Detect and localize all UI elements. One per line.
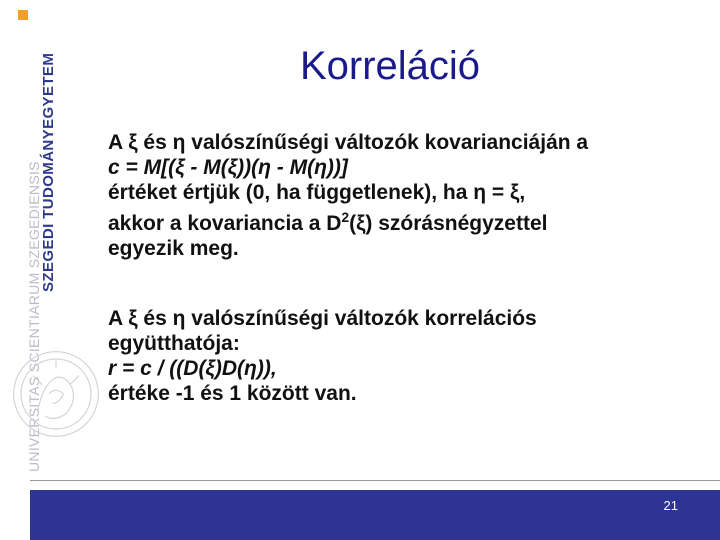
page-number: 21 <box>663 498 678 513</box>
covariance-line-3: értéket értjük (0, ha függetlenek), ha η = ξ, <box>108 181 526 204</box>
footer-band <box>30 490 720 540</box>
covariance-formula: c = M[(ξ - M(ξ))(η - M(η))] <box>108 156 348 179</box>
footer-divider <box>30 480 720 481</box>
correlation-line-2: együtthatója: <box>108 332 240 355</box>
covariance-line-4: akkor a kovariancia a $D^2(\xi)$ szórásnégyzettel <box>108 210 548 235</box>
university-seal-icon <box>10 348 102 440</box>
correlation-line-4: értéke -1 és 1 között van. <box>108 382 357 405</box>
slide-body <box>108 130 708 406</box>
university-hungarian-name: SZEGEDI TUDOMÁNYEGYETEM <box>40 52 57 292</box>
slide-title: Korreláció <box>299 44 481 88</box>
covariance-line-5: egyezik meg. <box>108 237 239 260</box>
covariance-line-1: A ξ és η valószínűségi változók kovarianciáján a <box>108 131 589 154</box>
correlation-paragraph <box>108 306 708 406</box>
covariance-paragraph <box>108 130 708 261</box>
logo-accent-square <box>18 10 28 20</box>
correlation-line-1: A ξ és η valószínűségi változók korrelációs <box>108 307 537 330</box>
correlation-formula: r = c / ((D(ξ)D(η)), <box>108 357 277 380</box>
university-latin-name: UNIVERSITAS SCIENTIARUM SZEGEDIENSIS <box>26 161 42 472</box>
